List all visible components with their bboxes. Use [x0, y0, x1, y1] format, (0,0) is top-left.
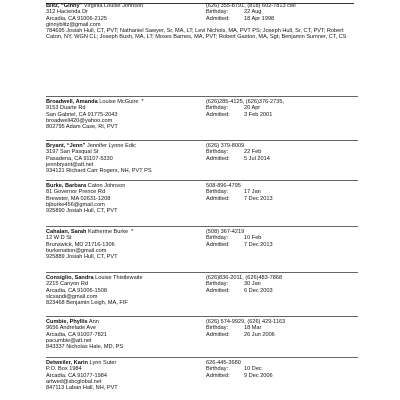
address-line: Arcadia, CA 91006-2125: [46, 15, 107, 22]
member-contact-block: [206, 143, 400, 162]
admitted-value: 9 Dec 2006: [244, 372, 273, 379]
member-given-names: Jennifer Lynne Edic: [87, 143, 136, 149]
member-surname: Cumbie, Phyllis: [46, 319, 88, 325]
admitted-label: Admitted:: [206, 15, 230, 22]
member-address-block: [46, 99, 206, 118]
address-line: P.O. Box 1984: [46, 366, 82, 373]
admitted-value: 7 Dec 2013: [244, 241, 273, 248]
member-given-names: Louise Thistlewaite: [95, 275, 143, 281]
ancestor-list: 934121 Richard Carr Rogers, NH, PVT PS: [46, 168, 152, 175]
entry-divider: [46, 96, 358, 97]
address-line: Arcadia, CA 91007-7821: [46, 331, 107, 338]
member-contact-block: [206, 360, 400, 379]
phone-numbers: (626)285-4125, (626)376-2735,: [206, 99, 285, 105]
phone-numbers: (626) 574-9929, (626) 429-1163: [206, 319, 286, 325]
address-line: 12 W D St: [46, 235, 72, 242]
admitted-value: 5 Jul 2014: [244, 155, 270, 162]
entry-divider: [46, 226, 358, 227]
address-line: 81 Governor Prence Rd: [46, 189, 106, 196]
member-surname: Bryant, “Jenn”: [46, 143, 86, 149]
birthday-value: 20 Apr: [244, 105, 261, 112]
birthday-label: Birthday:: [206, 9, 229, 16]
birthday-label: Birthday:: [206, 325, 229, 332]
entry-divider: [46, 140, 358, 141]
birthday-label: Birthday:: [206, 366, 229, 373]
entry-divider: [46, 272, 358, 273]
ancestor-list: 925889 Josiah Hull, CT, PVT: [46, 254, 118, 261]
admitted-label: Admitted:: [206, 155, 230, 162]
admitted-label: Admitted:: [206, 372, 230, 379]
ancestor-list: 925890 Josiah Hull, CT, PVT: [46, 208, 118, 215]
member-contact-block: [206, 319, 400, 338]
member-address-block: [46, 229, 206, 248]
entry-divider: [46, 357, 358, 358]
address-line: 9656 Andrelade Ave: [46, 325, 96, 332]
birthday-value: 22 Feb: [244, 149, 262, 156]
member-details: [46, 338, 358, 351]
address-line: Brunswick, MD 21716-1306: [46, 241, 115, 248]
admitted-value: 7 Dec 2013: [244, 195, 273, 202]
member-surname: Broadwell, Amanda: [46, 99, 98, 105]
ancestor-list: 784695 Josiah Hull, CT, PVT; Nathaniel Sawyer, Sr, MA, LT; Levi Nichols, MA, PVT PS; Joseph Hull, Sr, CT, PVT; Robert Caton, NY, WGN CL; Joseph Bush, MA, LT; Moses Barnes, MA, PVT; Robert Gaston, MA, Sgt; Benjamin Sumner, CT, CS: [46, 28, 347, 41]
member-given-names: Katherine Burke: [87, 229, 129, 235]
address-line: San Gabriel, CA 91775-2043: [46, 111, 118, 118]
birthday-value: 18 Mar: [244, 325, 262, 332]
member-surname: Blitz, “Ginny”: [46, 3, 83, 9]
email-address: jennbryant@att.net: [46, 161, 94, 168]
admitted-label: Admitted:: [206, 331, 230, 338]
admitted-label: Admitted:: [206, 195, 230, 202]
email-address: broadwell420@yahoo.com: [46, 117, 113, 124]
admitted-value: 26 Jun 2006: [244, 331, 275, 338]
birthday-value: 30 Jan: [244, 281, 261, 288]
phone-numbers: (626)836-2011, (626)483-7868: [206, 275, 283, 281]
birthday-value: 10 Feb: [244, 235, 262, 242]
address-line: Arcadia, CA 91077-1984: [46, 372, 107, 379]
ancestor-list: 823468 Benjamin Leigh, MA, FIF: [46, 300, 128, 307]
email-address: artwed@sbcglobal.net: [46, 378, 102, 385]
address-line: 2215 Canyon Rd: [46, 281, 88, 288]
admitted-value: 3 Feb 2001: [244, 111, 273, 118]
member-surname: Detweiler, Karin: [46, 360, 88, 366]
member-details: [46, 22, 358, 41]
admitted-value: 6 Dec 2003: [244, 287, 273, 294]
phone-numbers: (626) 379-8009: [206, 143, 245, 149]
admitted-label: Admitted:: [206, 241, 230, 248]
email-address: burkenation@gmail.com: [46, 247, 107, 254]
member-details: [46, 162, 358, 175]
member-details: [46, 379, 358, 392]
member-address-block: [46, 360, 206, 379]
email-address: pacumbie@att.net: [46, 337, 92, 344]
asterisk-marker: *: [141, 99, 144, 105]
address-line: Arcadia, CA 91006-1508: [46, 287, 107, 294]
ancestor-list: 802795 Adam Case, RI, PVT: [46, 124, 118, 131]
address-line: Brewster, MA 02631-1208: [46, 195, 111, 202]
member-contact-block: [206, 275, 400, 294]
entry-divider: [46, 316, 358, 317]
member-address-block: [46, 183, 206, 202]
birthday-value: 10 Dec: [244, 366, 262, 373]
email-address: ginnyblitz@gmail.com: [46, 21, 101, 28]
asterisk-marker: *: [131, 229, 134, 235]
birthday-label: Birthday:: [206, 189, 229, 196]
admitted-label: Admitted:: [206, 111, 230, 118]
member-details: [46, 118, 358, 131]
birthday-label: Birthday:: [206, 235, 229, 242]
birthday-label: Birthday:: [206, 149, 229, 156]
phone-numbers: 626-445-3680: [206, 360, 241, 366]
address-line: Pasadena, CA 91107-5330: [46, 155, 113, 162]
member-given-names: Louise McGuire: [99, 99, 139, 105]
member-contact-block: [206, 99, 400, 118]
member-surname: Burke, Barbara: [46, 183, 87, 189]
member-given-names: Caton Johnson: [87, 183, 126, 189]
phone-numbers: 508-896-4795: [206, 183, 241, 189]
ancestor-list: 843337 Nicholas Hale, MD, PS: [46, 344, 124, 351]
address-line: 9153 Duarte Rd: [46, 105, 86, 112]
member-address-block: [46, 275, 206, 294]
phone-numbers: (508) 367-4219: [206, 229, 245, 235]
member-given-names: Ann: [88, 319, 99, 325]
member-address-block: [46, 3, 206, 22]
birthday-value: 17 Jan: [244, 189, 261, 196]
member-address-block: [46, 143, 206, 162]
birthday-value: 22 Aug: [244, 9, 262, 16]
member-contact-block: [206, 183, 400, 202]
birthday-label: Birthday:: [206, 105, 229, 112]
address-line: 3197 San Pasqual St: [46, 149, 99, 156]
birthday-label: Birthday:: [206, 281, 229, 288]
member-surname: Cahalan, Sarah: [46, 229, 87, 235]
member-details: [46, 202, 358, 215]
entry-divider: [46, 180, 358, 181]
member-given-names: Virginia Louise Johnson: [83, 3, 144, 9]
member-contact-block: [206, 3, 400, 22]
email-address: bjburke456@gmail.com: [46, 201, 105, 208]
ancestor-list: 847113 Laban Hall, NH, PVT: [46, 385, 118, 392]
member-surname: Consiglio, Sandra: [46, 275, 94, 281]
admitted-label: Admitted:: [206, 287, 230, 294]
member-given-names: Lynn Suter: [89, 360, 117, 366]
member-details: [46, 294, 358, 307]
address-line: 312 Hacienda Dr: [46, 9, 88, 16]
admitted-value: 18 Apr 1998: [244, 15, 275, 22]
member-contact-block: [206, 229, 400, 248]
member-details: [46, 248, 358, 261]
email-address: slcsandi@gmail.com: [46, 293, 98, 300]
phone-numbers: (626) 355-8791, (818) 602-7813 cell: [206, 3, 296, 9]
member-address-block: [46, 319, 206, 338]
